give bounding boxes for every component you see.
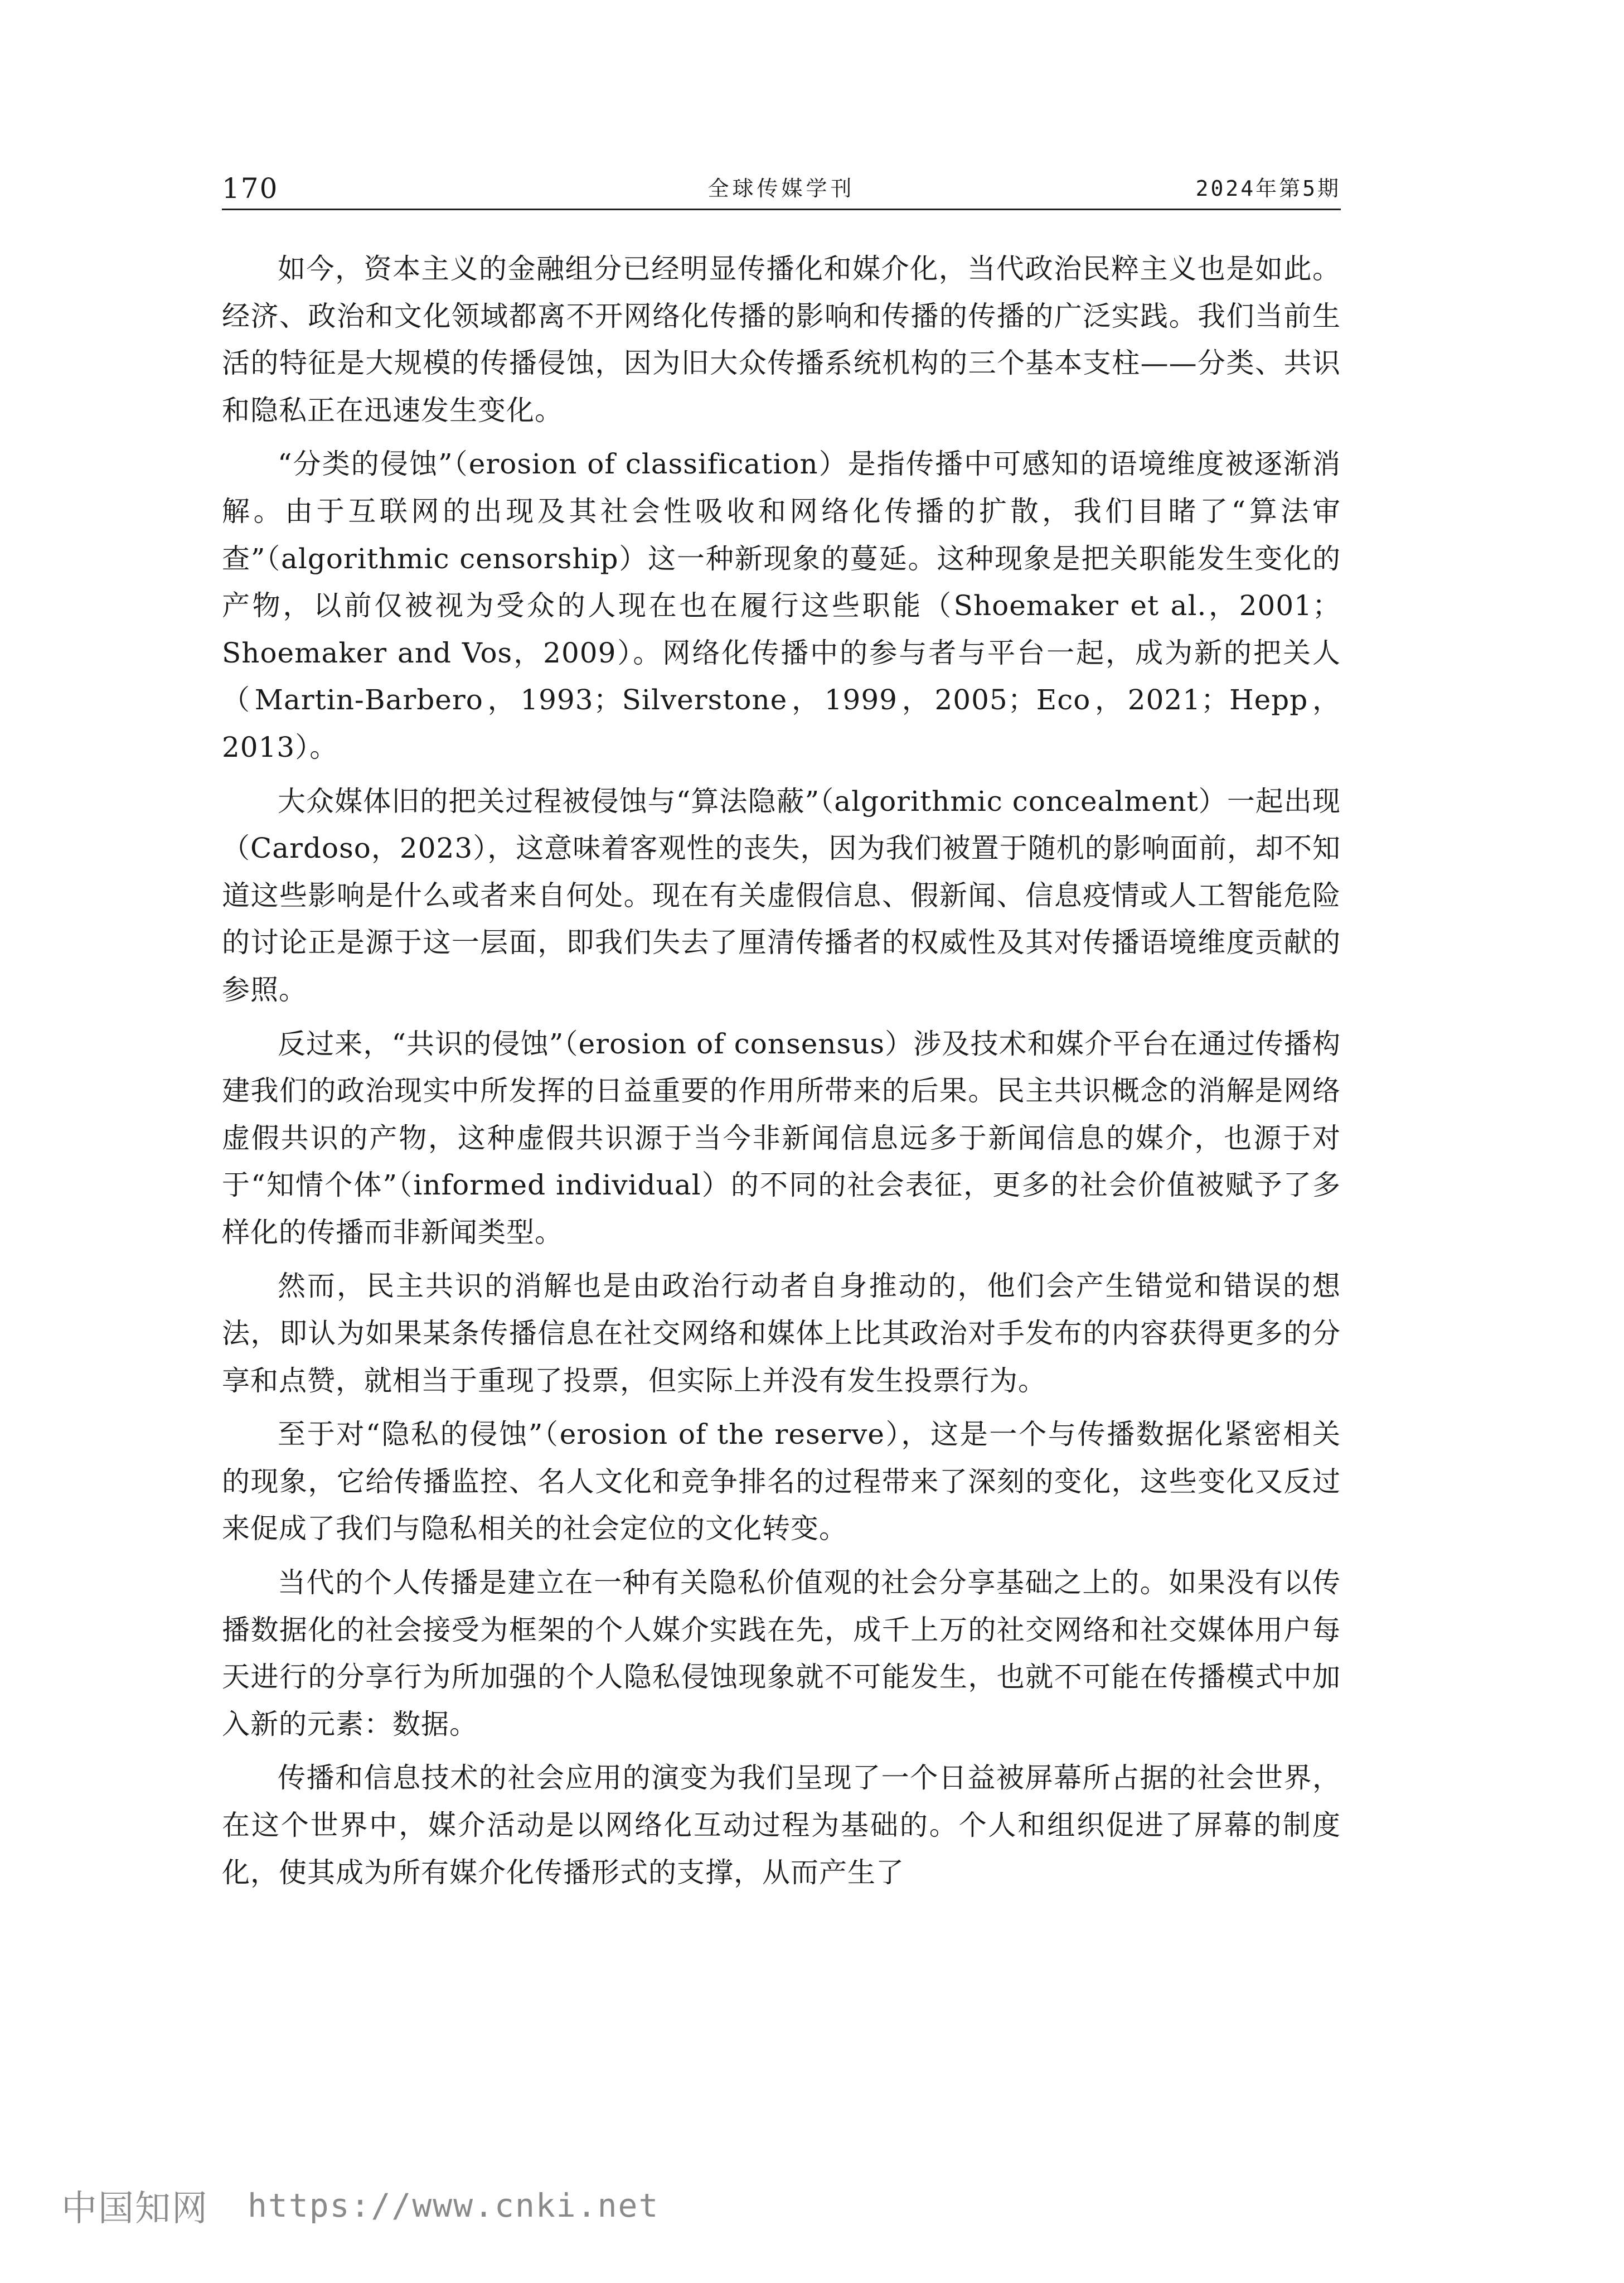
paragraph: 反过来，“共识的侵蚀”（erosion of consensus）涉及技术和媒介平台在通过传播构建我们的政治现实中所发挥的日益重要的作用所带来的后果。民主共识概念的消解是网络虚假共识的产物，这种虚假共识源于当今非新闻信息远多于新闻信息的媒介，也源于对于“知情个体”（informed individual）的不同的社会表征，更多的社会价值被赋予了多样化的传播而非新闻类型。 [222, 1027, 1341, 1249]
issue-label: 2024年第5期 [1195, 176, 1341, 201]
paragraph: 当代的个人传播是建立在一种有关隐私价值观的社会分享基础之上的。如果没有以传播数据化的社会接受为框架的个人媒介实践在先，成千上万的社交网络和社交媒体用户每天进行的分享行为所加强的个人隐私侵蚀现象就不可能发生，也就不可能在传播模式中加入新的元素：数据。 [222, 1566, 1341, 1740]
cnki-watermark [61, 2180, 659, 2231]
paragraph: 至于对“隐私的侵蚀”（erosion of the reserve），这是一个与传播数据化紧密相关的现象，它给传播监控、名人文化和竞争排名的过程带来了深刻的变化，这些变化又反过来促成了我们与隐私相关的社会定位的文化转变。 [222, 1418, 1341, 1545]
page-number: 170 [222, 172, 279, 205]
paragraph: 大众媒体旧的把关过程被侵蚀与“算法隐蔽”（algorithmic concealment）一起出现（Cardoso，2023），这意味着客观性的丧失，因为我们被置于随机的影响面前，却不知道这些影响是什么或者来自何处。现在有关虚假信息、假新闻、信息疫情或人工智能危险的讨论正是源于这一层面，即我们失去了厘清传播者的权威性及其对传播语境维度贡献的参照。 [222, 785, 1341, 1006]
cnki-logo: 中国知网 [61, 2188, 209, 2229]
paragraph: 传播和信息技术的社会应用的演变为我们呈现了一个日益被屏幕所占据的社会世界，在这个世界中，媒介活动是以网络化互动过程为基础的。个人和组织促进了屏幕的制度化，使其成为所有媒介化传播形式的支撑，从而产生了 [222, 1762, 1341, 1889]
article-body [222, 245, 1341, 1903]
journal-title: 全球传媒学刊 [707, 176, 855, 201]
paragraph: “分类的侵蚀”（erosion of classification）是指传播中可感知的语境维度被逐渐消解。由于互联网的出现及其社会性吸收和网络化传播的扩散，我们目睹了“算法审查”（algorithmic censorship）这一种新现象的蔓延。这种现象是把关职能发生变化的产物，以前仅被视为受众的人现在也在履行这些职能（Shoemaker et al.，2001；Shoemaker and Vos，2009）。网络化传播中的参与者与平台一起，成为新的把关人（Martin-Barbero，1993；Silverstone，1999，2005；Eco，2021；Hepp，2013）。 [222, 448, 1341, 763]
cnki-url: https://www.cnki.net [248, 2187, 660, 2224]
paragraph: 然而，民主共识的消解也是由政治行动者自身推动的，他们会产生错觉和错误的想法，即认为如果某条传播信息在社交网络和媒体上比其政治对手发布的内容获得更多的分享和点赞，就相当于重现了投票，但实际上并没有发生投票行为。 [222, 1270, 1341, 1397]
running-header [222, 172, 1341, 210]
paragraph: 如今，资本主义的金融组分已经明显传播化和媒介化，当代政治民粹主义也是如此。经济、政治和文化领域都离不开网络化传播的影响和传播的传播的广泛实践。我们当前生活的特征是大规模的传播侵蚀，因为旧大众传播系统机构的三个基本支柱——分类、共识和隐私正在迅速发生变化。 [222, 253, 1341, 427]
